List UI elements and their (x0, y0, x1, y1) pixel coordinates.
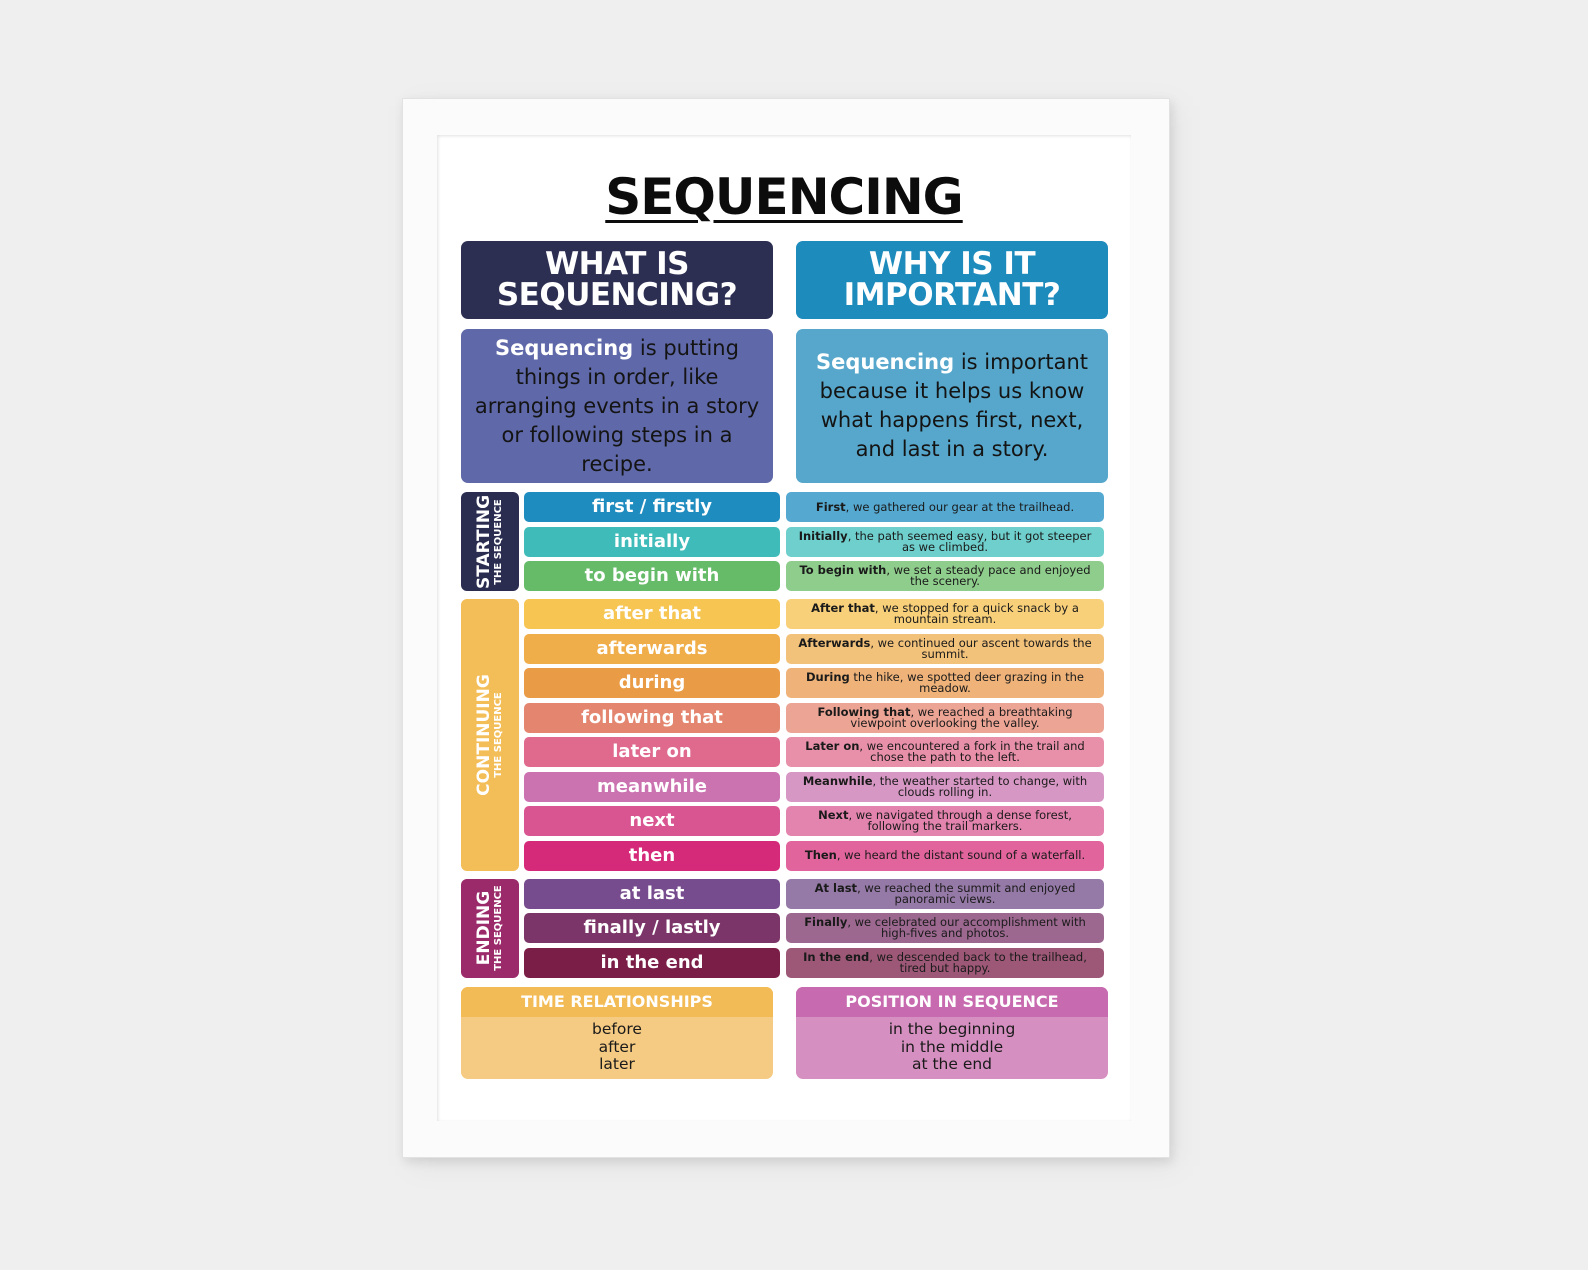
example-sentence (786, 599, 1104, 629)
group-label-text (475, 494, 505, 588)
time-item: before (592, 1020, 642, 1038)
group-label-sub: THE SEQUENCE (493, 498, 504, 585)
group-label-main: STARTING (474, 494, 494, 589)
example-sentence (786, 668, 1104, 698)
example-rest: , we navigated through a dense forest, following the trail markers. (848, 808, 1072, 833)
group-label-0 (461, 492, 519, 591)
sequence-word: after that (524, 599, 780, 629)
sequencing-poster (437, 135, 1131, 1121)
example-rest: the hike, we spotted deer grazing in the meadow. (849, 670, 1084, 695)
position-item: in the middle (900, 1037, 1004, 1056)
why-heading-line1: WHY IS IT (868, 246, 1036, 282)
group-label-2 (461, 879, 519, 978)
example-rest: , the path seemed easy, but it got steeper as we climbed. (847, 528, 1092, 554)
example-keyword: After that (811, 601, 875, 615)
example-keyword: During (806, 670, 850, 684)
example-rest: , we reached the summit and enjoyed panoramic views. (857, 880, 1076, 906)
sequence-word: afterwards (524, 634, 780, 664)
example-sentence (786, 948, 1104, 978)
example-rest: , we continued our ascent towards the summit. (870, 635, 1092, 661)
example-rest: , we heard the distant sound of a waterfall. (836, 848, 1086, 862)
group-label-text (475, 885, 505, 971)
poster-title: SEQUENCING (605, 168, 963, 226)
what-description (461, 329, 773, 483)
example-sentence (786, 806, 1104, 836)
example-keyword: To begin with (799, 563, 887, 577)
what-text: is putting things in order, like arranging events in a story or following steps in a recipe. (474, 335, 760, 476)
sequence-word: first / firstly (524, 492, 780, 522)
time-relationships-heading: TIME RELATIONSHIPS (461, 987, 773, 1017)
why-heading-line2: IMPORTANT? (843, 277, 1061, 313)
what-term: Sequencing (495, 335, 634, 360)
time-relationships-box (461, 987, 773, 1079)
sequence-word: during (524, 668, 780, 698)
example-sentence (786, 561, 1104, 591)
sequence-word: initially (524, 527, 780, 557)
example-keyword: At last (814, 880, 858, 895)
sequence-word: later on (524, 737, 780, 767)
example-sentence (786, 527, 1104, 557)
position-item: at the end (911, 1055, 993, 1073)
example-rest: , we celebrated our accomplishment with high-fives and photos. (847, 915, 1086, 940)
group-label-main: ENDING (474, 890, 494, 966)
example-keyword: Meanwhile (802, 773, 873, 788)
sequence-word: following that (524, 703, 780, 733)
example-keyword: Finally (804, 915, 848, 929)
why-text: is important because it helps us know what happens first, next, and last in a story. (819, 350, 1089, 461)
example-rest: , the weather started to change, with clouds rolling in. (872, 773, 1088, 799)
example-sentence (786, 634, 1104, 664)
example-sentence (786, 841, 1104, 871)
sequence-word: in the end (524, 948, 780, 978)
position-item: in the beginning (888, 1020, 1016, 1038)
example-sentence (786, 703, 1104, 733)
sequence-word: finally / lastly (524, 913, 780, 943)
what-heading-line1: WHAT IS (544, 246, 690, 282)
group-label-main: CONTINUING (474, 673, 494, 796)
example-keyword: Next (818, 808, 849, 822)
example-sentence (786, 737, 1104, 767)
sequence-word: then (524, 841, 780, 871)
position-in-sequence-heading: POSITION IN SEQUENCE (796, 987, 1108, 1017)
group-label-sub: THE SEQUENCE (493, 885, 504, 971)
what-is-sequencing-heading (461, 241, 773, 319)
why-description (796, 329, 1108, 483)
example-rest: , we descended back to the trailhead, tired but happy. (869, 949, 1087, 975)
example-sentence (786, 879, 1104, 909)
time-item: later (599, 1055, 635, 1073)
sequence-word: to begin with (524, 561, 780, 591)
example-keyword: First (815, 499, 846, 514)
sequence-word: at last (524, 879, 780, 909)
picture-frame (402, 98, 1170, 1158)
group-label-sub: THE SEQUENCE (493, 691, 504, 778)
time-item: after (598, 1037, 636, 1056)
example-keyword: Initially (798, 528, 848, 543)
example-rest: , we reached a breathtaking viewpoint overlooking the valley. (850, 704, 1073, 730)
what-heading-line2: SEQUENCING? (496, 277, 738, 313)
example-keyword: Then (804, 848, 837, 862)
group-label-text (475, 674, 505, 796)
example-rest: , we gathered our gear at the trailhead. (845, 499, 1075, 514)
example-sentence (786, 492, 1104, 522)
sequence-word: meanwhile (524, 772, 780, 802)
example-rest: , we set a steady pace and enjoyed the scenery. (886, 563, 1091, 588)
position-in-sequence-box (796, 987, 1108, 1079)
group-label-1 (461, 599, 519, 871)
example-keyword: Afterwards (798, 635, 871, 650)
example-rest: , we encountered a fork in the trail and chose the path to the left. (859, 739, 1085, 764)
sequence-word: next (524, 806, 780, 836)
example-sentence (786, 772, 1104, 802)
example-keyword: Later on (805, 739, 860, 753)
example-keyword: In the end (803, 949, 870, 964)
example-rest: , we stopped for a quick snack by a mountain stream. (874, 601, 1079, 626)
example-keyword: Following that (817, 704, 911, 719)
example-sentence (786, 913, 1104, 943)
why-term: Sequencing (815, 350, 955, 374)
why-is-it-important-heading (796, 241, 1108, 319)
